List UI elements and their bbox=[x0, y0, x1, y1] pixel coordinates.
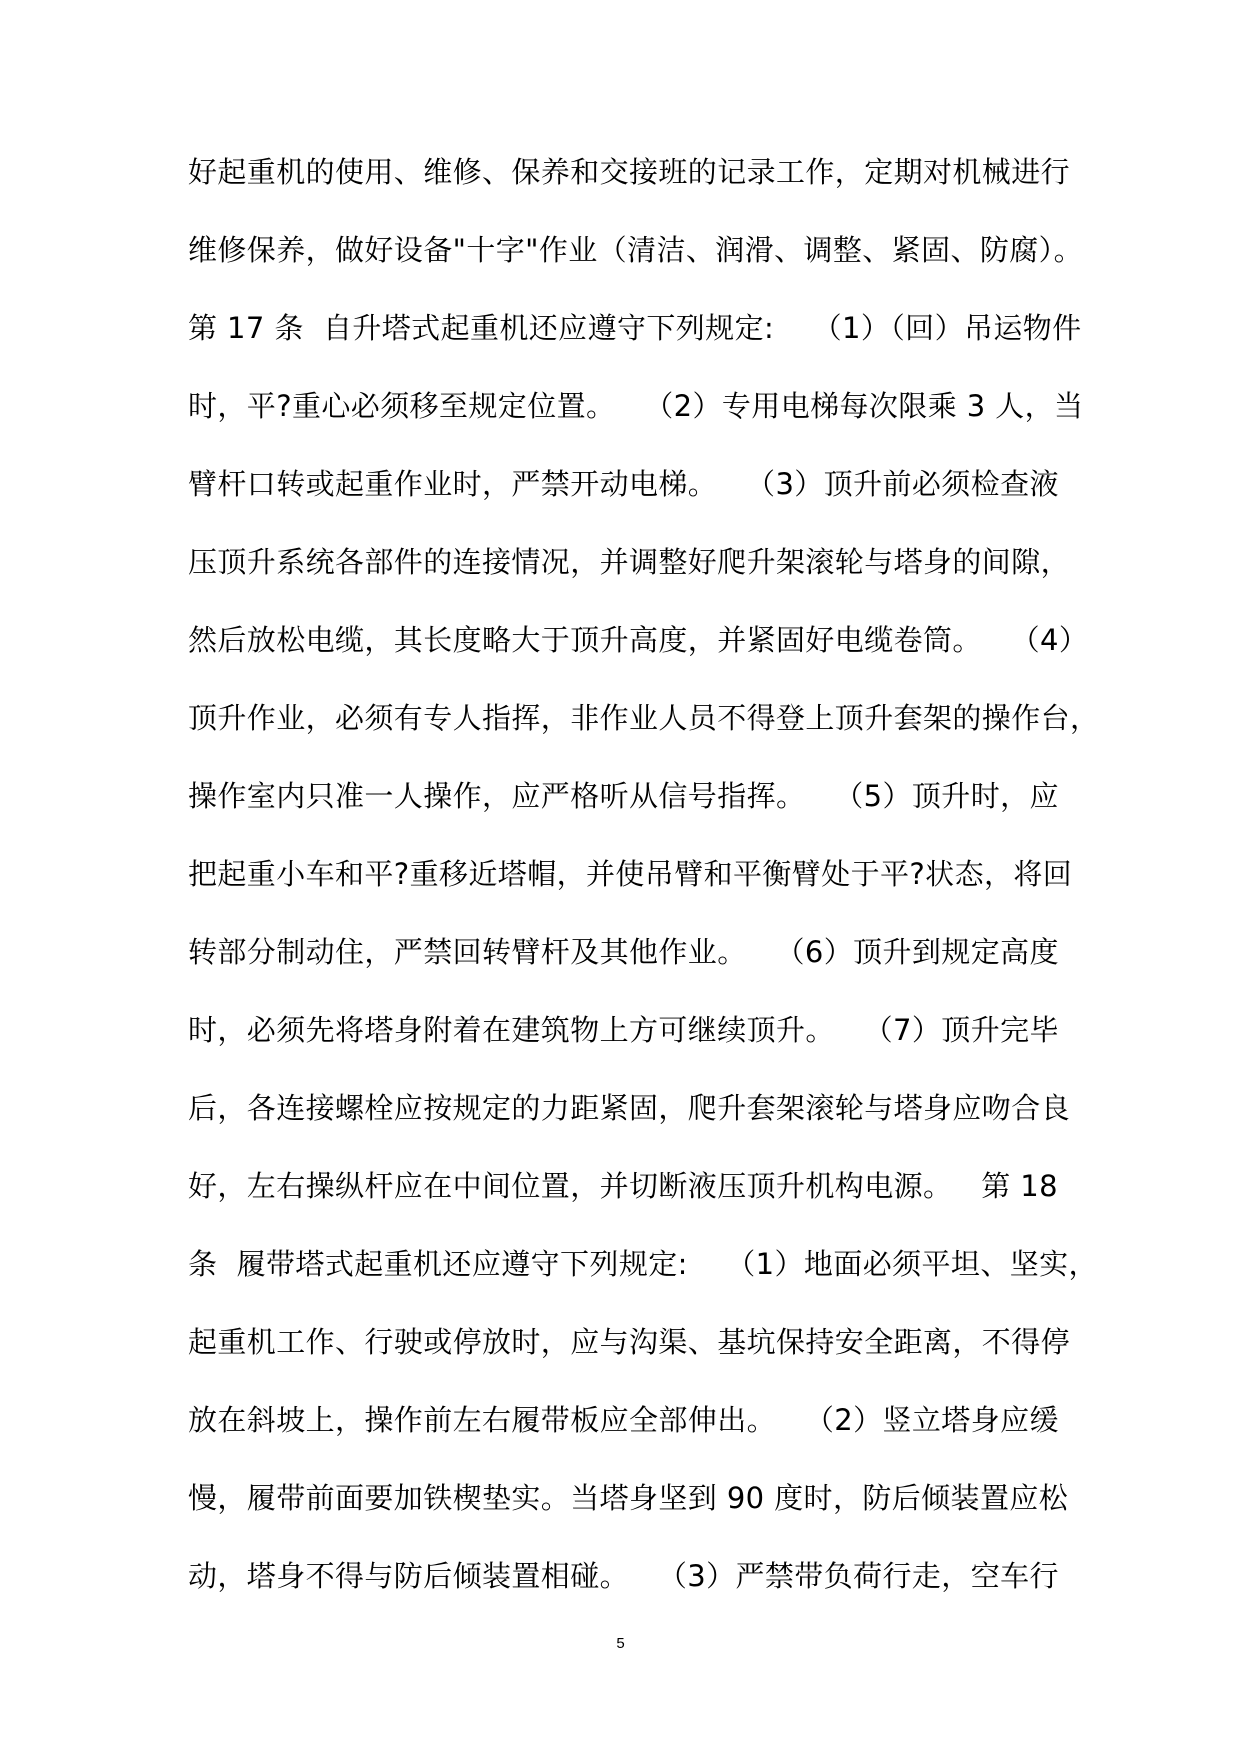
text-line: 转部分制动住，严禁回转臂杆及其他作业。 （6）顶升到规定高度 bbox=[188, 935, 1059, 969]
text-line: 时，平?重心必须移至规定位置。 （2）专用电梯每次限乘 3 人，当 bbox=[188, 389, 1084, 423]
page-number: 5 bbox=[616, 1635, 625, 1652]
text-line: 臂杆口转或起重作业时，严禁开动电梯。 （3）顶升前必须检查液 bbox=[188, 467, 1059, 501]
text-line: 把起重小车和平?重移近塔帽，并使吊臂和平衡臂处于平?状态，将回 bbox=[188, 857, 1073, 891]
text-line: 起重机工作、行驶或停放时，应与沟渠、基坑保持安全距离，不得停 bbox=[188, 1325, 1071, 1359]
text-line: 好起重机的使用、维修、保养和交接班的记录工作，定期对机械进行 bbox=[188, 155, 1071, 189]
text-line: 后，各连接螺栓应按规定的力距紧固，爬升套架滚轮与塔身应吻合良 bbox=[188, 1091, 1071, 1125]
text-line: 慢，履带前面要加铁楔垫实。当塔身坚到 90 度时，防后倾装置应松 bbox=[188, 1481, 1069, 1515]
text-line: 好，左右操纵杆应在中间位置，并切断液压顶升机构电源。 第 18 bbox=[188, 1169, 1058, 1203]
text-line: 然后放松电缆，其长度略大于顶升高度，并紧固好电缆卷筒。 （4） bbox=[188, 623, 1089, 657]
text-line: 放在斜坡上，操作前左右履带板应全部伸出。 （2）竖立塔身应缓 bbox=[188, 1403, 1059, 1437]
text-line: 条 履带塔式起重机还应遵守下列规定: （1）地面必须平坦、坚实， bbox=[188, 1247, 1098, 1281]
text-line: 动，塔身不得与防后倾装置相碰。 （3）严禁带负荷行走，空车行 bbox=[188, 1559, 1059, 1593]
text-line: 操作室内只准一人操作，应严格听从信号指挥。 （5）顶升时，应 bbox=[188, 779, 1059, 813]
text-line: 压顶升系统各部件的连接情况，并调整好爬升架滚轮与塔身的间隙， bbox=[188, 545, 1071, 579]
text-line: 第 17 条 自升塔式起重机还应遵守下列规定: （1）（回）吊运物件 bbox=[188, 311, 1082, 345]
body-text bbox=[188, 140, 1100, 1622]
text-line: 时，必须先将塔身附着在建筑物上方可继续顶升。 （7）顶升完毕 bbox=[188, 1013, 1059, 1047]
text-line: 维修保养，做好设备"十字"作业（清洁、润滑、调整、紧固、防腐）。 bbox=[188, 233, 1083, 267]
text-line: 顶升作业，必须有专人指挥，非作业人员不得登上顶升套架的操作台， bbox=[188, 701, 1100, 735]
